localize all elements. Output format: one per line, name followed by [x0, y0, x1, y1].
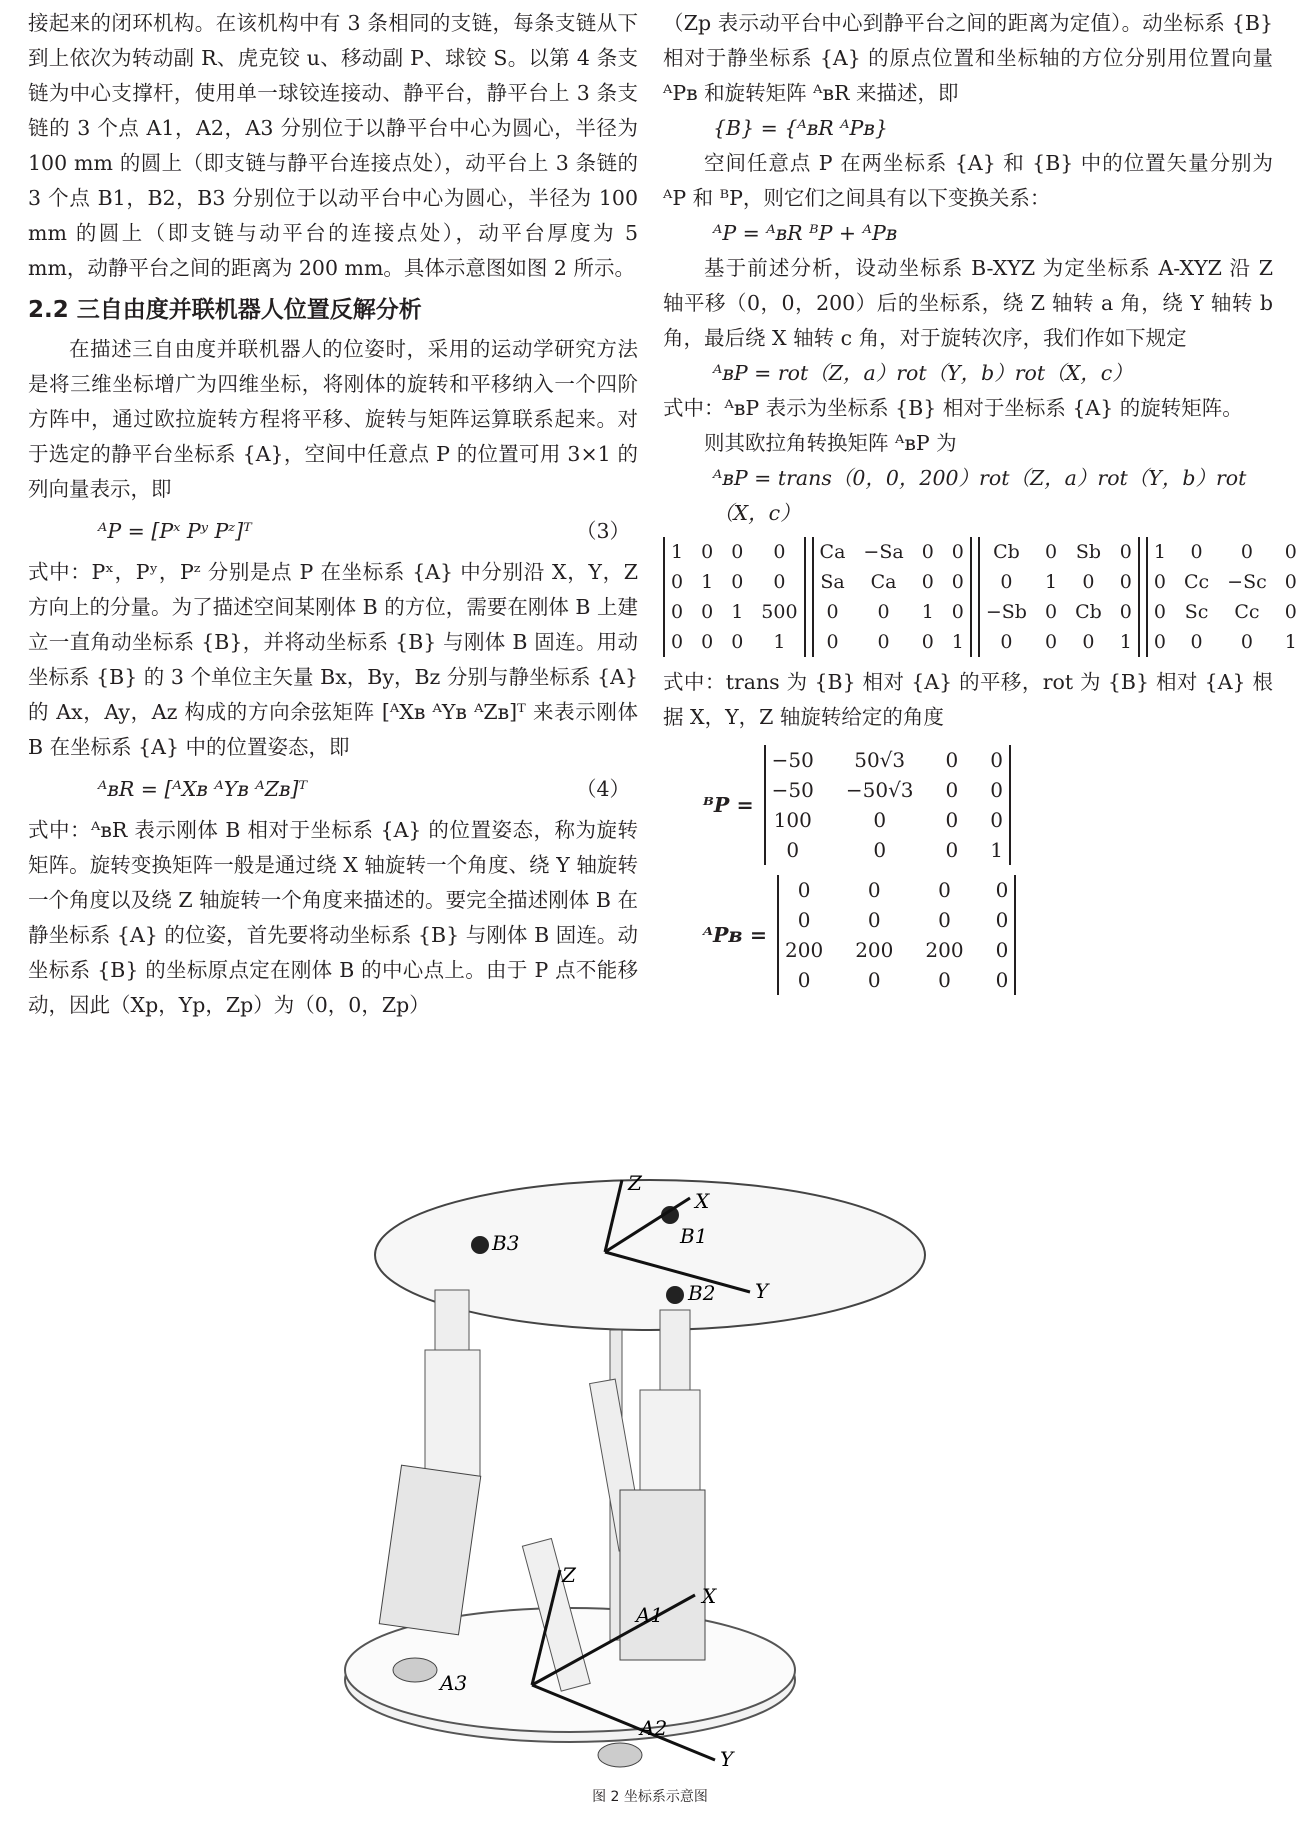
matrix-cell: 0 — [877, 601, 890, 623]
matrix-cell: 0 — [1119, 571, 1132, 593]
apb-matrix-block — [703, 875, 1273, 995]
paragraph: 则其欧拉角转换矩阵 ᴬʙP 为 — [704, 431, 957, 455]
matrix-cell: 0 — [671, 571, 684, 593]
label-x-top: X — [695, 1189, 710, 1213]
equation-number: （4） — [575, 776, 630, 801]
equation-transform: ᴬP = ᴬʙR ᴮP + ᴬPʙ — [713, 221, 898, 245]
matrix-cell: 0 — [1153, 631, 1166, 653]
matrix-cell: 0 — [921, 631, 934, 653]
matrix-apb — [777, 875, 1016, 995]
matrix-cell: Cc — [1183, 571, 1210, 593]
matrix-cell: Cc — [1234, 601, 1260, 623]
matrix-cell: 0 — [995, 908, 1009, 932]
joint-a2 — [598, 1743, 642, 1767]
matrix-cell: 0 — [990, 808, 1004, 832]
equation-text: ᴬʙR = [ᴬXʙ ᴬYʙ ᴬZʙ]ᵀ — [98, 776, 308, 801]
matrix-cell: Sc — [1184, 601, 1209, 623]
matrix-cell: 0 — [671, 631, 684, 653]
matrix-cell: 0 — [873, 838, 887, 862]
matrix-cell: 1 — [1119, 631, 1132, 653]
leg-cylinder — [620, 1490, 705, 1660]
matrix-cell: 50√3 — [854, 748, 906, 772]
leg-rod — [425, 1350, 480, 1480]
matrix-cell: Cb — [993, 541, 1020, 563]
paragraph: 式中：ᴬʙP 表示为坐标系 {B} 相对于坐标系 {A} 的旋转矩阵。 — [663, 396, 1243, 420]
paragraph: 式中：Pˣ，Pʸ，Pᶻ 分别是点 P 在坐标系 {A} 中分别沿 X，Y，Z 方向上的分量。为了描述空间某刚体 B 的方位，需要在刚体 B 上建立一直角动坐标系 {B}，并将动坐标系 {B} 与刚体 B 固连。用动坐标系 {B} 的 3 个单位主矢量 Bx，By，Bz 分别与静坐标系 {A} 的 Ax，Ay，Az 构成的方向余弦矩阵 [ᴬXʙ ᴬYʙ ᴬZʙ]ᵀ 来表示刚体 B 在坐标系 {A} 中的位置姿态，即 — [28, 560, 638, 759]
matrix-cell: 0 — [1284, 601, 1297, 623]
right-column — [663, 6, 1297, 1005]
matrix-trans — [663, 537, 806, 657]
matrix-cell: 0 — [1082, 631, 1095, 653]
matrix-cell: 0 — [873, 808, 887, 832]
matrix-cell: 200 — [855, 938, 894, 962]
matrix-cell: 200 — [785, 938, 824, 962]
paragraph: 在描述三自由度并联机器人的位姿时，采用的运动学研究方法是将三维坐标增广为四维坐标，将刚体的旋转和平移纳入一个四阶方阵中，通过欧拉旋转方程将平移、旋转与矩阵运算联系起来。对于选定的静平台坐标系 {A}，空间中任意点 P 的位置可用 3×1 的列向量表示，即 — [28, 337, 638, 501]
matrix-cell: 0 — [1044, 631, 1058, 653]
matrix-cell: 0 — [1153, 601, 1166, 623]
matrix-cell: 0 — [945, 808, 959, 832]
label-z-top: Z — [628, 1171, 642, 1195]
matrix-cell: 0 — [945, 748, 959, 772]
leg-joint — [435, 1290, 469, 1350]
matrix-cell: 0 — [938, 968, 951, 992]
joint-b3 — [471, 1236, 489, 1254]
matrix-cell: 0 — [1119, 541, 1132, 563]
matrix-cell: 0 — [938, 908, 951, 932]
matrix-cell: 0 — [1000, 631, 1013, 653]
equation-text: ᴬP = [Pˣ Pʸ Pᶻ]ᵀ — [98, 518, 252, 543]
matrix-cell: −Sc — [1227, 571, 1267, 593]
left-column — [28, 6, 638, 1023]
label-x-bottom: X — [702, 1584, 717, 1608]
equation-number: （3） — [575, 518, 630, 543]
matrix-cell: 0 — [701, 601, 714, 623]
matrix-cell: 0 — [797, 968, 811, 992]
matrix-cell: 0 — [826, 631, 839, 653]
figure-coordinate-system — [240, 1170, 1060, 1770]
matrix-cell: 0 — [938, 878, 951, 902]
matrix-cell: 0 — [1284, 541, 1297, 563]
matrix-bp — [764, 745, 1011, 865]
label-a3: A3 — [440, 1671, 468, 1695]
matrix-cell: −50√3 — [845, 778, 914, 802]
section-heading: 2.2 三自由度并联机器人位置反解分析 — [28, 297, 422, 323]
matrix-cell: 1 — [1284, 631, 1297, 653]
paragraph: 基于前述分析，设动坐标系 B-XYZ 为定坐标系 A-XYZ 沿 Z 轴平移（0，0，200）后的坐标系，绕 Z 轴转 a 角，绕 Y 轴转 b 角，最后绕 X 轴转 c 角，对于旋转次序，我们作如下规定 — [663, 256, 1273, 350]
matrix-cell: 0 — [990, 778, 1004, 802]
paragraph: 接起来的闭环机构。在该机构中有 3 条相同的支链，每条支链从下到上依次为转动副 R、虎克铰 u、移动副 P、球铰 S。以第 4 条支链为中心支撑杆，使用单一球铰连接动、静平台，静平台上 3 条支链的 3 个点 A1，A2，A3 分别位于以静平台中心为圆心，半径为 100 mm 的圆上（即支链与静平台连接点处），动平台上 3 条链的 3 个点 B1，B2，B3 分别位于以动平台中心为圆心，半径为 100 mm 的圆上（即支链与动平台的连接点处），动平台厚度为 5 mm，动静平台之间的距离为 200 mm。具体示意图如图 2 所示。 — [28, 11, 638, 280]
label-y-top: Y — [755, 1279, 769, 1303]
matrix-cell: 0 — [877, 631, 890, 653]
joint-a3 — [393, 1658, 437, 1682]
label-b1: B1 — [680, 1224, 708, 1248]
matrix-cell: 0 — [773, 541, 786, 563]
matrix-cell: −50 — [771, 748, 814, 772]
matrix-cell: 0 — [1153, 571, 1166, 593]
matrix-rot-x — [1146, 537, 1300, 657]
matrix-cell: 0 — [701, 541, 714, 563]
matrix-cell: 0 — [867, 908, 881, 932]
label-b2: B2 — [688, 1281, 716, 1305]
matrix-label: ᴬPʙ = — [703, 922, 767, 947]
matrix-cell: 0 — [995, 968, 1009, 992]
label-a2: A2 — [640, 1716, 668, 1740]
matrix-cell: 0 — [1240, 631, 1253, 653]
matrix-cell: 1 — [990, 838, 1004, 862]
matrix-cell: 1 — [1044, 571, 1058, 593]
matrix-label: ᴮP = — [703, 792, 754, 817]
matrix-cell: 0 — [951, 601, 964, 623]
matrix-cell: 0 — [867, 878, 881, 902]
mechanism-drawing — [240, 1170, 1060, 1770]
matrix-cell: 0 — [701, 631, 714, 653]
matrix-cell: 0 — [951, 571, 964, 593]
bp-matrix-block — [703, 745, 1273, 865]
matrix-cell: 0 — [731, 571, 744, 593]
matrix-cell: 0 — [731, 631, 744, 653]
matrix-cell: 0 — [1000, 571, 1013, 593]
equation-3 — [28, 507, 638, 555]
label-z-bottom: Z — [562, 1563, 576, 1587]
matrix-cell: 0 — [945, 838, 959, 862]
matrix-cell: Sa — [820, 571, 845, 593]
paragraph: 式中：trans 为 {B} 相对 {A} 的平移，rot 为 {B} 相对 {A} 根据 X，Y，Z 轴旋转给定的角度 — [663, 670, 1273, 729]
matrix-cell: Ca — [819, 541, 846, 563]
matrix-cell: 0 — [1044, 601, 1058, 623]
matrix-cell: 0 — [671, 601, 684, 623]
label-b3: B3 — [492, 1231, 520, 1255]
matrix-cell: Sb — [1075, 541, 1102, 563]
matrix-cell: 0 — [731, 541, 744, 563]
paragraph: 式中：ᴬʙR 表示刚体 B 相对于坐标系 {A} 的位置姿态，称为旋转矩阵。旋转变换矩阵一般是通过绕 X 轴旋转一个角度、绕 Y 轴旋转一个角度以及绕 Z 轴旋转一个角度来描述的。要完全描述刚体 B 在静坐标系 {A} 的位姿，首先要将动坐标系 {B} 与刚体 B 固连。动坐标系 {B} 的坐标原点定在刚体 B 的中心点上。由于 P 点不能移动，因此（Xp，Yp，Zp）为（0，0，Zp） — [28, 818, 638, 1017]
matrix-cell: 0 — [1044, 541, 1058, 563]
matrix-cell: 0 — [826, 601, 839, 623]
matrix-cell: Cb — [1075, 601, 1102, 623]
matrix-cell: 0 — [786, 838, 800, 862]
matrix-cell: 0 — [1119, 601, 1132, 623]
matrix-rot-z — [812, 537, 972, 657]
matrix-cell: −Sb — [985, 601, 1027, 623]
matrix-cell: 0 — [867, 968, 881, 992]
equation-trans: ᴬʙP = trans（0，0，200）rot（Z，a）rot（Y，b）rot（X，c） — [713, 466, 1247, 525]
leg-joint — [660, 1310, 690, 1390]
paragraph: 空间任意点 P 在两坐标系 {A} 和 {B} 中的位置矢量分别为 ᴬP 和 ᴮP，则它们之间具有以下变换关系： — [663, 151, 1273, 210]
figure-caption: 图 2 坐标系示意图 — [592, 1789, 708, 1805]
matrix-cell: 0 — [921, 571, 934, 593]
matrix-cell: 0 — [995, 878, 1009, 902]
matrix-cell: 0 — [1190, 541, 1203, 563]
matrix-cell: 0 — [951, 541, 964, 563]
matrix-cell: 0 — [921, 541, 934, 563]
matrix-cell: 0 — [990, 748, 1004, 772]
matrix-cell: 0 — [1190, 631, 1203, 653]
equation-4 — [28, 765, 638, 813]
equation-rotation: ᴬʙP = rot（Z，a）rot（Y，b）rot（X，c） — [713, 361, 1133, 385]
matrix-cell: 0 — [1082, 571, 1095, 593]
matrix-cell: 200 — [925, 938, 964, 962]
matrix-rot-y — [978, 537, 1140, 657]
matrix-cell: 1 — [731, 601, 744, 623]
matrix-cell: 0 — [773, 571, 786, 593]
label-a1: A1 — [636, 1603, 664, 1627]
matrix-cell: −Sa — [863, 541, 904, 563]
matrix-cell: 1 — [1153, 541, 1166, 563]
matrix-cell: 0 — [1284, 571, 1297, 593]
matrix-cell: 1 — [773, 631, 786, 653]
matrix-cell: 0 — [1240, 541, 1253, 563]
matrix-cell: 0 — [945, 778, 959, 802]
paragraph: （Zp 表示动平台中心到静平台之间的距离为定值）。动坐标系 {B} 相对于静坐标系 {A} 的原点位置和坐标轴的方位分别用位置向量 ᴬPʙ 和旋转矩阵 ᴬʙR 来描述，即 — [663, 11, 1273, 105]
matrix-cell: Ca — [870, 571, 897, 593]
matrix-cell: 1 — [671, 541, 684, 563]
matrix-cell: −50 — [771, 778, 814, 802]
matrix-cell: 1 — [921, 601, 934, 623]
label-y-bottom: Y — [720, 1747, 734, 1770]
matrix-cell: 0 — [797, 878, 811, 902]
equation-b: {B} = {ᴬʙR ᴬPʙ} — [713, 116, 888, 140]
joint-b2 — [666, 1286, 684, 1304]
matrix-cell: 100 — [773, 808, 812, 832]
matrix-cell: 0 — [797, 908, 811, 932]
matrix-cell: 1 — [701, 571, 714, 593]
matrix-cell: 1 — [951, 631, 964, 653]
matrix-cell: 0 — [995, 938, 1009, 962]
matrix-product — [663, 537, 1297, 657]
matrix-cell: 500 — [761, 601, 798, 623]
